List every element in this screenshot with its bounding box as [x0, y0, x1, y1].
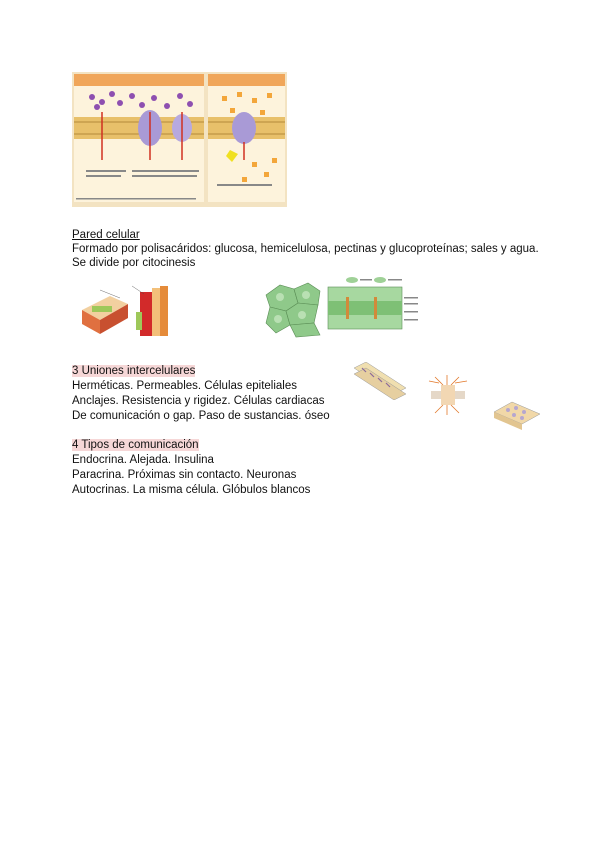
uniones-item-1: Herméticas. Permeables. Células epiteliales: [72, 380, 297, 392]
cell-wall-layers-figure: [80, 282, 170, 340]
uniones-heading: [72, 364, 195, 378]
pared-line-1: Formado por polisacáridos: glucosa, hemicelulosa, pectinas y glucoproteínas; sales y agua.: [72, 243, 539, 255]
uniones-heading-text: 3 Uniones intercelulares: [72, 365, 196, 377]
tight-junction-figure: [352, 362, 408, 400]
comunicacion-item-3: Autocrinas. La misma célula. Glóbulos blancos: [72, 484, 311, 496]
anchoring-junction-figure: [425, 375, 471, 415]
comunicacion-item-2: Paracrina. Próximas sin contacto. Neuronas: [72, 469, 297, 481]
comunicacion-heading-text: 4 Tipos de comunicación: [72, 439, 199, 451]
gap-junction-figure: [492, 400, 542, 432]
pared-line-2: Se divide por citocinesis: [72, 257, 196, 269]
comunicacion-heading: [72, 438, 199, 452]
plant-cell-tissue-figure: [262, 275, 422, 339]
comunicacion-item-1: Endocrina. Alejada. Insulina: [72, 454, 214, 466]
uniones-item-3: De comunicación o gap. Paso de sustancias. óseo: [72, 410, 330, 422]
membrane-transport-figure: [72, 72, 287, 207]
uniones-item-2: Anclajes. Resistencia y rigidez. Células cardiacas: [72, 395, 325, 407]
pared-heading: Pared celular: [72, 229, 140, 241]
